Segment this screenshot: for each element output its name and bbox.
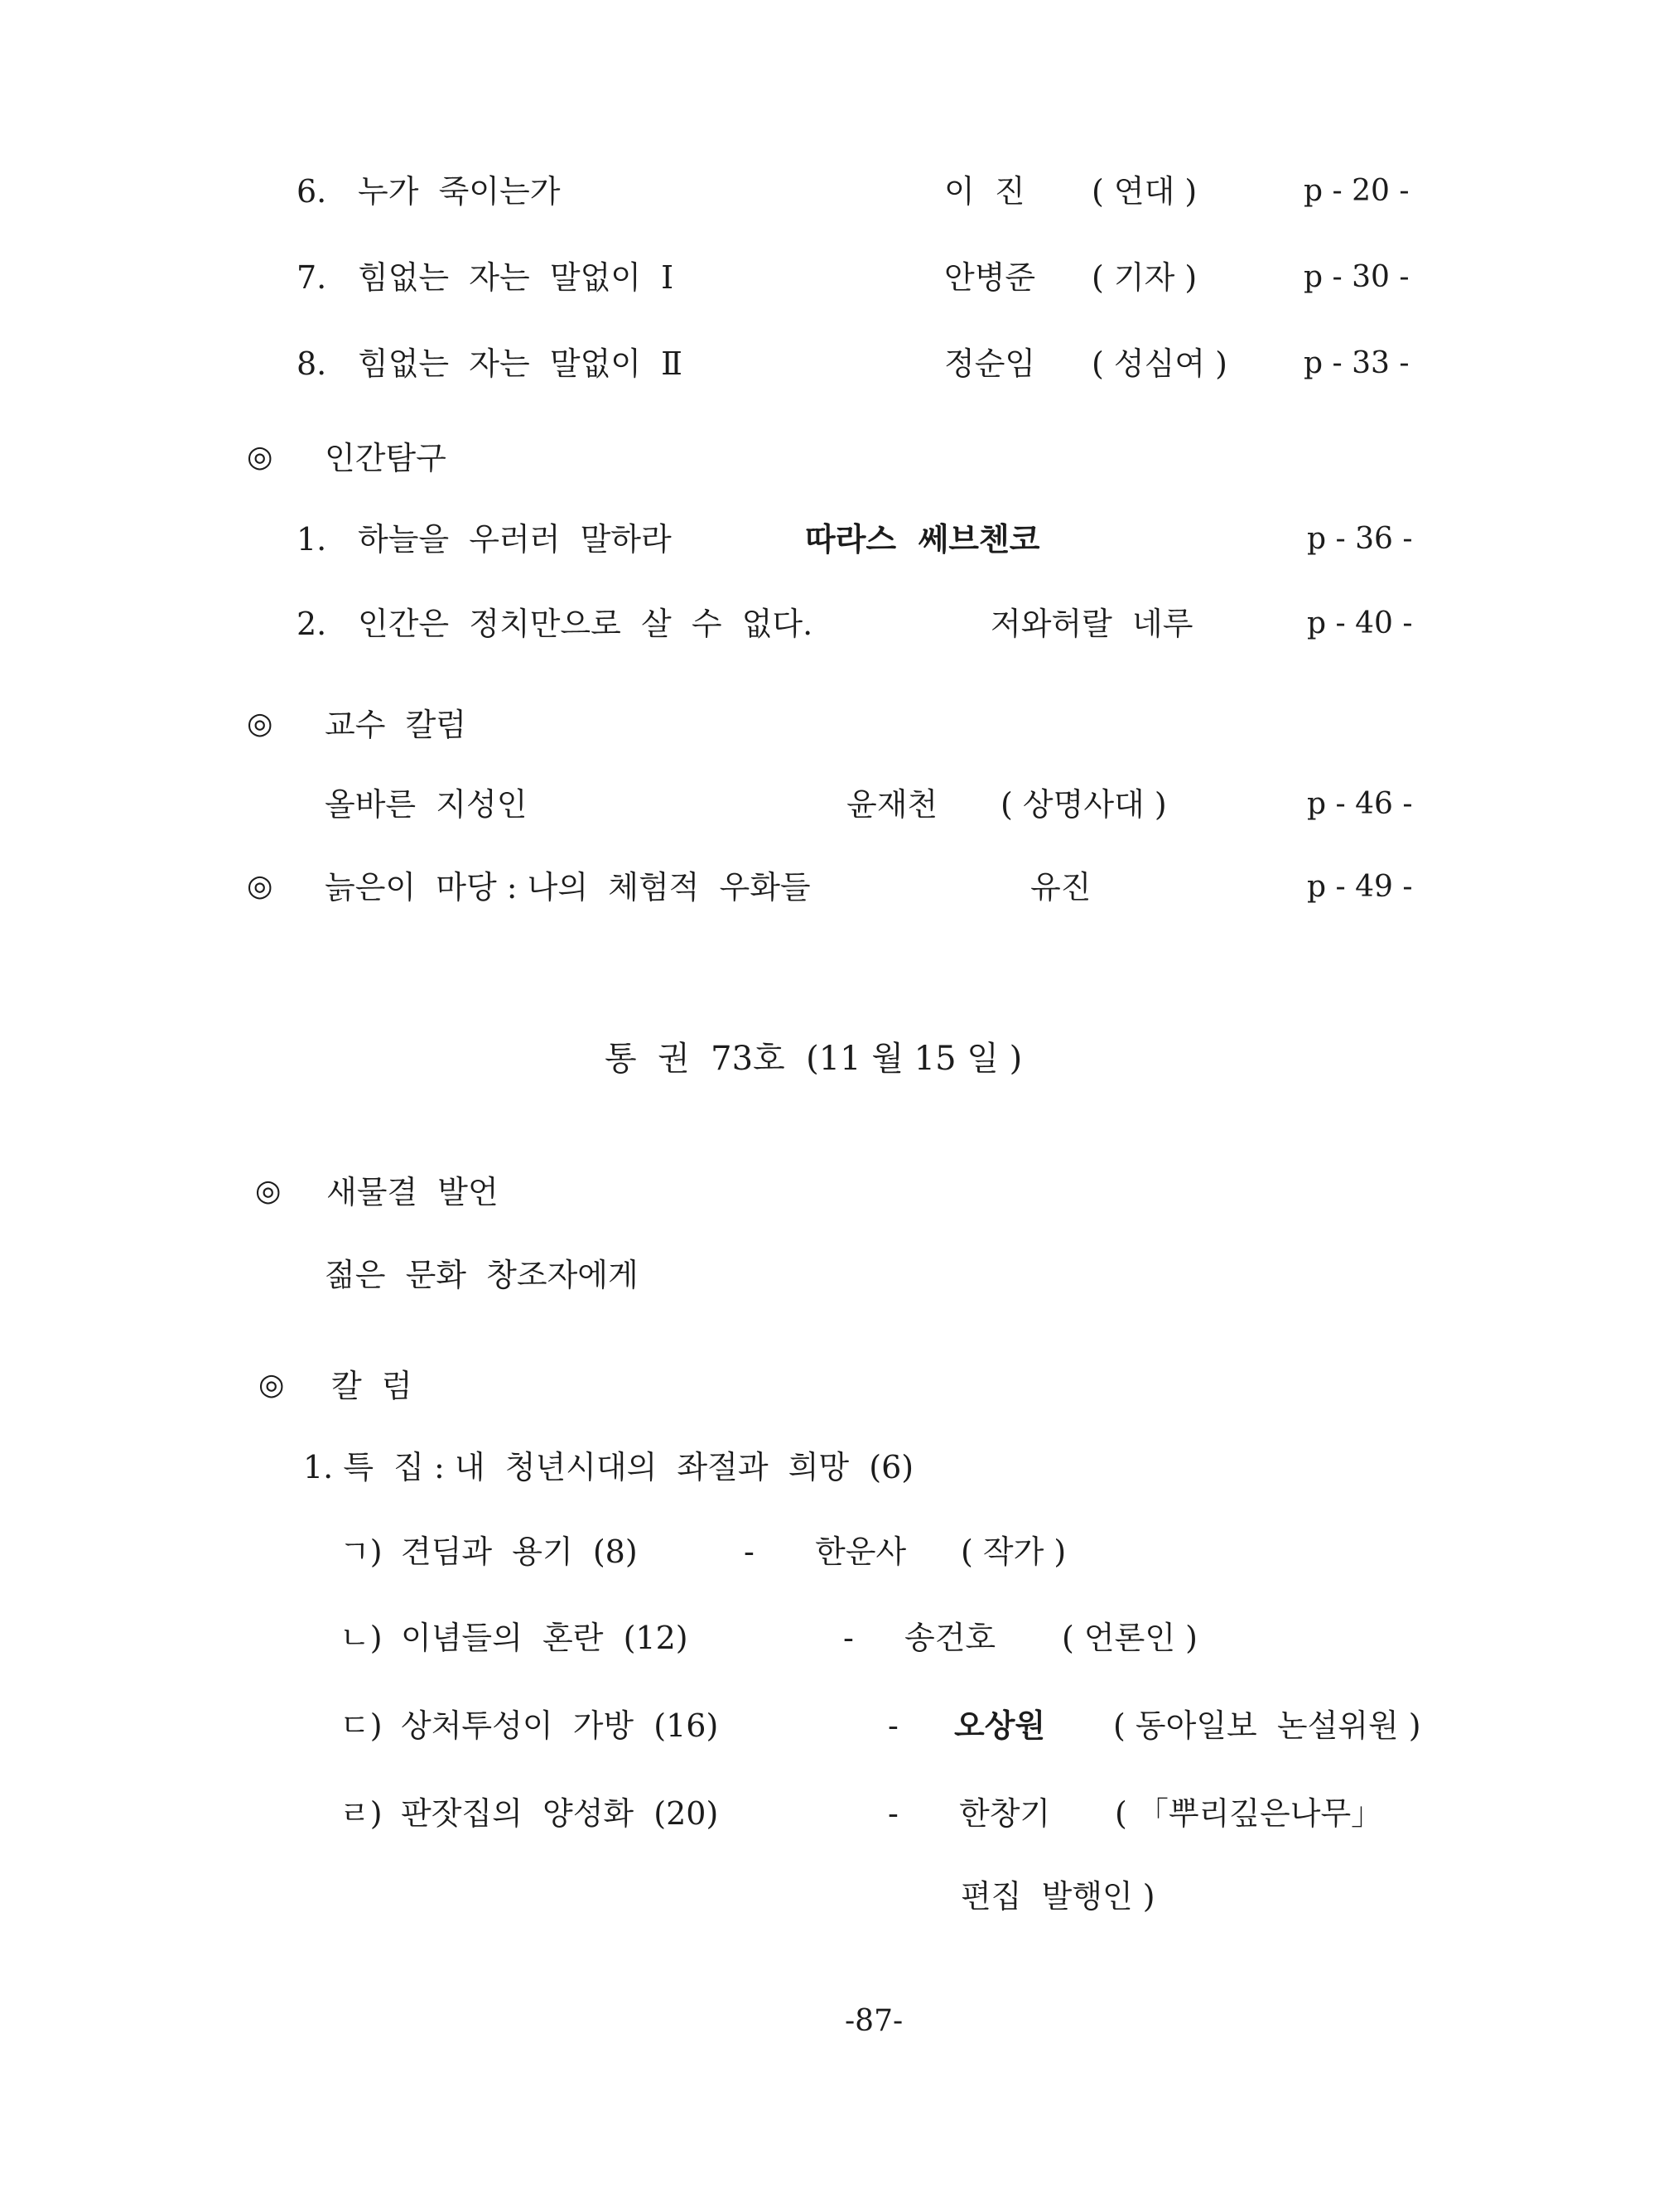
subitem-3-author: 오상원 — [954, 1707, 1046, 1744]
human-item-1-number: 1. — [297, 521, 327, 558]
subitem-3-affiliation: ( 동아일보 논설위원 ) — [1113, 1707, 1421, 1744]
entry-8-affiliation: ( 성심여 ) — [1092, 345, 1227, 382]
subitem-2-title: 이념들의 혼란 (12) — [401, 1620, 688, 1656]
subitem-4-author: 한창기 — [959, 1795, 1051, 1832]
subitem-1-label: ㄱ) — [340, 1533, 383, 1570]
subitem-1-affiliation: ( 작가 ) — [961, 1533, 1067, 1570]
subitem-1-dash: - — [744, 1533, 755, 1570]
subitem-2-affiliation: ( 언론인 ) — [1062, 1620, 1198, 1656]
human-item-1-page: p - 36 - — [1307, 522, 1413, 556]
bullet-mark-icon: ◎ — [255, 1174, 282, 1208]
subitem-4-affiliation-continued: 편집 발행인 ) — [961, 1878, 1155, 1915]
subitem-4-dash: - — [888, 1795, 899, 1832]
entry-7-page: p - 30 - — [1304, 260, 1410, 294]
entry-7-number: 7. — [297, 259, 327, 296]
issue-heading: 통 권 73호 (11 월 15 일 ) — [605, 1040, 1023, 1078]
entry-8-page: p - 33 - — [1304, 346, 1410, 380]
bullet-mark-icon: ◎ — [247, 707, 273, 741]
bullet-mark-icon: ◎ — [247, 440, 273, 474]
human-item-2-page: p - 40 - — [1307, 606, 1413, 640]
section-title-human: 인간탐구 — [325, 440, 446, 476]
subitem-3-title: 상처투성이 가방 (16) — [401, 1707, 719, 1744]
subitem-4-label: ㄹ) — [340, 1795, 383, 1832]
entry-6-author: 이 진 — [944, 173, 1025, 210]
human-item-1-author: 따라스 쎄브첸코 — [805, 520, 1040, 558]
newwave-subtitle: 젊은 문화 창조자에게 — [325, 1257, 639, 1293]
column-item-1: 1. 특 집 : 내 청년시대의 좌절과 희망 (6) — [303, 1449, 914, 1485]
prof-item-page: p - 46 - — [1307, 787, 1413, 821]
section-title-professor-column: 교수 칼럼 — [325, 707, 466, 743]
prof-item-title: 올바른 지성인 — [325, 786, 528, 823]
subitem-1-author: 한운사 — [815, 1533, 907, 1570]
prof-item-author: 윤재천 — [846, 786, 938, 823]
subitem-4-affiliation: ( 「뿌리깊은나무」 — [1115, 1795, 1383, 1832]
subitem-2-label: ㄴ) — [340, 1620, 383, 1656]
subitem-4-title: 판잣집의 양성화 (20) — [401, 1795, 719, 1832]
page-number: -87- — [845, 2004, 904, 2038]
elder-page: p - 49 - — [1307, 870, 1413, 904]
entry-8-title: 힘없는 자는 말없이 Ⅱ — [358, 345, 682, 382]
subitem-2-dash: - — [843, 1620, 854, 1656]
subitem-3-dash: - — [888, 1707, 899, 1744]
entry-8-author: 정순임 — [944, 345, 1036, 382]
human-item-2-author: 저와허랄 네루 — [991, 606, 1193, 642]
entry-6-page: p - 20 - — [1304, 174, 1410, 208]
section-title-elder: 늙은이 마당 : 나의 체험적 우화들 — [325, 869, 811, 906]
entry-7-affiliation: ( 기자 ) — [1092, 259, 1198, 296]
bullet-mark-icon: ◎ — [247, 869, 273, 903]
entry-6-number: 6. — [297, 173, 327, 210]
subitem-3-label: ㄷ) — [340, 1707, 383, 1744]
section-title-column: 칼 럼 — [331, 1368, 412, 1404]
elder-author: 유진 — [1030, 869, 1092, 906]
entry-6-affiliation: ( 연대 ) — [1092, 173, 1198, 210]
subitem-1-title: 견딤과 용기 (8) — [401, 1533, 638, 1570]
section-title-newwave: 새물결 발언 — [326, 1174, 499, 1210]
human-item-2-title: 인간은 정치만으로 살 수 없다. — [358, 606, 813, 642]
human-item-2-number: 2. — [297, 606, 327, 642]
entry-7-title: 힘없는 자는 말없이 Ⅰ — [358, 259, 674, 296]
entry-7-author: 안병준 — [944, 259, 1036, 296]
bullet-mark-icon: ◎ — [258, 1368, 285, 1402]
entry-8-number: 8. — [297, 345, 327, 382]
prof-item-affiliation: ( 상명사대 ) — [1001, 786, 1167, 823]
human-item-1-title: 하늘을 우러러 말하라 — [358, 521, 672, 558]
subitem-2-author: 송건호 — [904, 1620, 996, 1656]
entry-6-title: 누가 죽이는가 — [358, 173, 561, 210]
